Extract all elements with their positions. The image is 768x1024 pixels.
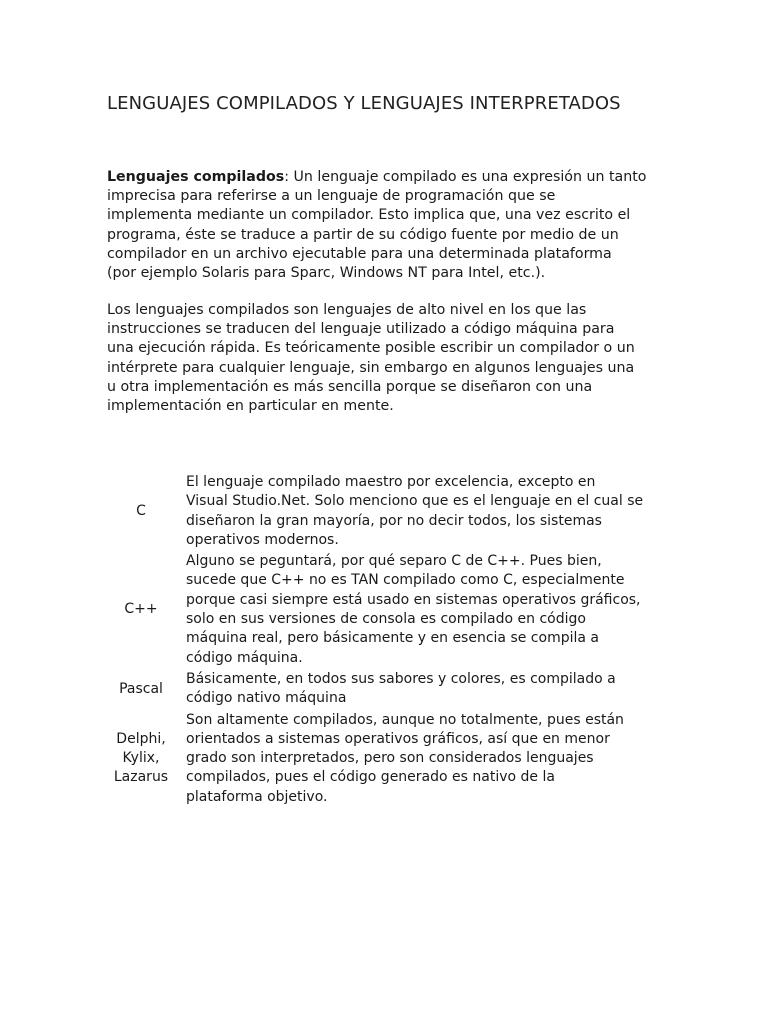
- description-line: compilados, pues el código generado es nativo de la: [186, 769, 555, 786]
- language-name: Kylix,: [122, 750, 160, 767]
- description-line: Básicamente, en todos sus sabores y colores, es compilado a: [186, 670, 616, 687]
- description-line: plataforma objetivo.: [186, 788, 328, 805]
- paragraph-line: u otra implementación es más sencilla porque se diseñaron con una: [107, 378, 593, 395]
- paragraph-compiled-definition: [107, 168, 667, 283]
- language-description-cell: [182, 669, 670, 710]
- language-name-cell: [100, 551, 182, 669]
- language-name: Pascal: [119, 680, 163, 697]
- description-line: máquina real, pero básicamente y en esencia se compila a: [186, 630, 599, 647]
- language-description-cell: [182, 710, 670, 808]
- description-line: grado son interpretados, pero son considerados lenguajes: [186, 750, 594, 767]
- paragraph-line: programa, éste se traduce a partir de su código fuente por medio de un: [107, 226, 619, 243]
- paragraph-line: intérprete para cualquier lenguaje, sin embargo en algunos lenguajes una: [107, 359, 635, 376]
- paragraph-line: imprecisa para referirse a un lenguaje de programación que se: [107, 188, 556, 205]
- languages-table: [100, 472, 670, 808]
- paragraph-line: (por ejemplo Solaris para Sparc, Windows NT para Intel, etc.).: [107, 265, 546, 282]
- paragraph-line: compilador en un archivo ejecutable para una determinada plataforma: [107, 245, 612, 262]
- paragraph-line: implementación en particular en mente.: [107, 398, 394, 415]
- paragraph-line: implementa mediante un compilador. Esto implica que, una vez escrito el: [107, 207, 631, 224]
- description-line: código máquina.: [186, 649, 303, 666]
- table-row: [100, 551, 670, 669]
- description-line: El lenguaje compilado maestro por excelencia, excepto en: [186, 474, 596, 490]
- description-line: Visual Studio.Net. Solo menciono que es el lenguaje en el cual se: [186, 493, 644, 510]
- table-row: [100, 472, 670, 551]
- language-name-cell: [100, 472, 182, 551]
- language-name: C++: [124, 601, 158, 618]
- description-line: Alguno se peguntará, por qué separo C de C++. Pues bien,: [186, 553, 602, 570]
- paragraph-text: : Un lenguaje compilado es una expresión un tanto: [284, 169, 647, 185]
- language-name-cell: [100, 710, 182, 808]
- table-row: [100, 710, 670, 808]
- language-name: C: [136, 502, 146, 519]
- description-line: porque casi siempre está usado en sistemas operativos gráficos,: [186, 591, 641, 608]
- description-line: operativos modernos.: [186, 531, 339, 548]
- bold-term: Lenguajes compilados: [107, 169, 285, 185]
- description-line: solo en sus versiones de consola es compilado en código: [186, 611, 586, 628]
- document-title: LENGUAJES COMPILADOS Y LENGUAJES INTERPRETADOS: [107, 93, 621, 114]
- description-line: sucede que C++ no es TAN compilado como C, especialmente: [186, 572, 625, 589]
- language-description-cell: [182, 472, 670, 551]
- description-line: orientados a sistemas operativos gráficos, así que en menor: [186, 730, 610, 747]
- paragraph-line: instrucciones se traducen del lenguaje utilizado a código máquina para: [107, 321, 615, 338]
- table-row: [100, 669, 670, 710]
- paragraph-line: una ejecución rápida. Es teóricamente posible escribir un compilador o un: [107, 340, 635, 357]
- paragraph-line: Los lenguajes compilados son lenguajes de alto nivel en los que las: [107, 302, 587, 318]
- language-description-cell: [182, 551, 670, 669]
- paragraph-high-level: [107, 301, 667, 416]
- language-name: Lazarus: [113, 769, 169, 786]
- description-line: código nativo máquina: [186, 690, 347, 707]
- description-line: Son altamente compilados, aunque no totalmente, pues están: [186, 711, 624, 728]
- paragraph-line: [107, 168, 667, 187]
- language-name: Delphi,: [116, 730, 166, 747]
- description-line: diseñaron la gran mayoría, por no decir todos, los sistemas: [186, 512, 602, 529]
- language-name-cell: [100, 669, 182, 710]
